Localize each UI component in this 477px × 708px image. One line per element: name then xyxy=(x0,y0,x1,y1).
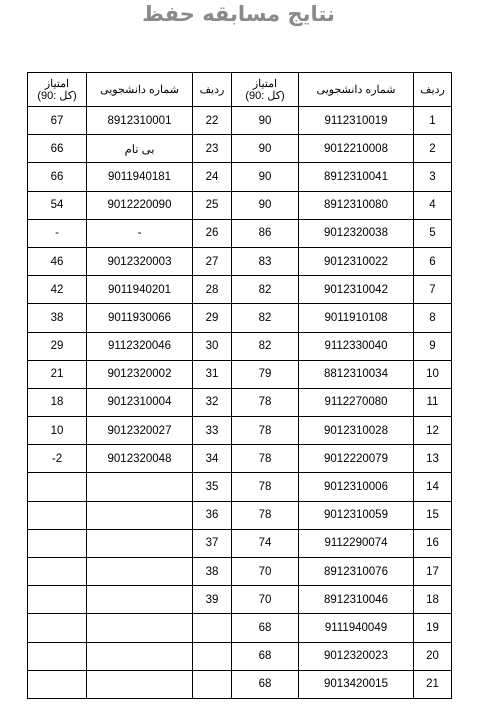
left-score-cell: 67 xyxy=(28,107,87,135)
right-row-number-cell: 11 xyxy=(414,388,452,416)
right-row-number-cell: 10 xyxy=(414,360,452,388)
left-score-cell: 21 xyxy=(28,360,87,388)
right-score-cell: 70 xyxy=(232,558,299,586)
right-student-id-cell: 9112330040 xyxy=(299,332,414,360)
page-title: نتایج مسابقه حفظ xyxy=(142,2,335,26)
left-row-number-cell: 30 xyxy=(193,332,232,360)
right-student-id-cell: 9012310059 xyxy=(299,501,414,529)
score-header-label: امتیاز xyxy=(44,77,70,90)
left-score-cell: 66 xyxy=(28,135,87,163)
right-score-cell: 82 xyxy=(232,332,299,360)
right-row-number-cell: 1 xyxy=(414,107,452,135)
left-row-number-cell xyxy=(193,670,232,698)
left-student-id-cell xyxy=(87,642,193,670)
right-score-cell: 70 xyxy=(232,586,299,614)
left-row-number-cell xyxy=(193,614,232,642)
table-row xyxy=(28,163,452,191)
left-row-number-cell: 32 xyxy=(193,388,232,416)
left-student-id-cell: 9012320003 xyxy=(87,247,193,275)
left-score-cell: 46 xyxy=(28,247,87,275)
right-row-number-cell: 4 xyxy=(414,191,452,219)
right-row-number-cell: 9 xyxy=(414,332,452,360)
right-row-number-cell: 15 xyxy=(414,501,452,529)
left-student-id-cell: 9112320046 xyxy=(87,332,193,360)
right-score-cell: 90 xyxy=(232,107,299,135)
right-row-number-cell: 12 xyxy=(414,417,452,445)
left-score-header xyxy=(28,73,87,107)
right-student-id-cell: 9012210008 xyxy=(299,135,414,163)
left-row-number-cell: 38 xyxy=(193,558,232,586)
table-row xyxy=(28,445,452,473)
score-header-label: امتیاز xyxy=(252,77,278,90)
right-student-id-cell: 9012220079 xyxy=(299,445,414,473)
right-student-id-cell: 9012310028 xyxy=(299,417,414,445)
left-score-cell xyxy=(28,586,87,614)
right-score-cell: 83 xyxy=(232,247,299,275)
right-row-number-cell: 7 xyxy=(414,276,452,304)
right-score-cell: 78 xyxy=(232,445,299,473)
table-row xyxy=(28,219,452,247)
left-score-cell xyxy=(28,501,87,529)
right-score-cell: 90 xyxy=(232,135,299,163)
right-score-cell: 82 xyxy=(232,276,299,304)
right-score-cell: 74 xyxy=(232,529,299,557)
right-student-id-cell: 8912310076 xyxy=(299,558,414,586)
left-student-id-cell: 9012220090 xyxy=(87,191,193,219)
left-student-id-cell xyxy=(87,529,193,557)
right-row-number-cell: 13 xyxy=(414,445,452,473)
left-row-number-cell: 23 xyxy=(193,135,232,163)
score-total-label: (کل :90) xyxy=(245,89,285,102)
table-row xyxy=(28,586,452,614)
left-row-number-cell: 28 xyxy=(193,276,232,304)
left-score-cell: 10 xyxy=(28,417,87,445)
right-student-id-cell: 9012310042 xyxy=(299,276,414,304)
right-row-number-cell: 17 xyxy=(414,558,452,586)
left-score-cell: 42 xyxy=(28,276,87,304)
right-score-cell: 86 xyxy=(232,219,299,247)
right-score-cell: 82 xyxy=(232,304,299,332)
table-row xyxy=(28,304,452,332)
table-row xyxy=(28,558,452,586)
right-row-number-cell: 21 xyxy=(414,670,452,698)
right-row-number-cell: 19 xyxy=(414,614,452,642)
left-score-cell: 66 xyxy=(28,163,87,191)
left-student-id-cell: 9012320048 xyxy=(87,445,193,473)
right-student-id-cell: 9112290074 xyxy=(299,529,414,557)
right-score-cell: 90 xyxy=(232,163,299,191)
left-score-cell xyxy=(28,670,87,698)
table-row xyxy=(28,642,452,670)
right-student-id-cell: 9012320023 xyxy=(299,642,414,670)
left-student-id-cell: 9012320027 xyxy=(87,417,193,445)
right-student-id-cell: 9112310019 xyxy=(299,107,414,135)
results-table xyxy=(27,72,452,699)
left-row-number-cell: 36 xyxy=(193,501,232,529)
left-student-id-header: شماره دانشجویی xyxy=(87,73,193,107)
left-row-number-cell: 33 xyxy=(193,417,232,445)
table-row xyxy=(28,191,452,219)
right-row-number-cell: 2 xyxy=(414,135,452,163)
left-score-cell: - xyxy=(28,219,87,247)
table-row xyxy=(28,276,452,304)
score-total-label: (کل :90) xyxy=(37,89,77,102)
right-score-cell: 78 xyxy=(232,388,299,416)
right-row-number-cell: 3 xyxy=(414,163,452,191)
left-row-number-cell: 27 xyxy=(193,247,232,275)
left-student-id-cell: 9011930066 xyxy=(87,304,193,332)
left-student-id-cell: 9012310004 xyxy=(87,388,193,416)
right-student-id-cell: 9012310022 xyxy=(299,247,414,275)
table-row xyxy=(28,332,452,360)
right-row-number-cell: 20 xyxy=(414,642,452,670)
right-student-id-cell: 8812310034 xyxy=(299,360,414,388)
left-score-cell xyxy=(28,558,87,586)
right-student-id-cell: 9011910108 xyxy=(299,304,414,332)
left-student-id-cell: 9011940181 xyxy=(87,163,193,191)
left-student-id-cell: بی نام xyxy=(87,135,193,163)
right-student-id-cell: 8912310080 xyxy=(299,191,414,219)
left-student-id-cell xyxy=(87,586,193,614)
right-score-cell: 68 xyxy=(232,670,299,698)
left-score-cell: 38 xyxy=(28,304,87,332)
table-row xyxy=(28,247,452,275)
left-student-id-cell xyxy=(87,614,193,642)
header-row xyxy=(28,73,452,107)
right-score-cell: 78 xyxy=(232,473,299,501)
left-row-number-cell: 37 xyxy=(193,529,232,557)
right-row-number-cell: 6 xyxy=(414,247,452,275)
right-row-header: ردیف xyxy=(414,73,452,107)
left-row-number-cell: 35 xyxy=(193,473,232,501)
left-student-id-cell: - xyxy=(87,219,193,247)
right-student-id-cell: 8912310041 xyxy=(299,163,414,191)
right-student-id-header: شماره دانشجویی xyxy=(299,73,414,107)
right-score-header xyxy=(232,73,299,107)
right-row-number-cell: 5 xyxy=(414,219,452,247)
table-row xyxy=(28,417,452,445)
left-student-id-cell: 8912310001 xyxy=(87,107,193,135)
right-score-cell: 78 xyxy=(232,501,299,529)
right-student-id-cell: 9111940049 xyxy=(299,614,414,642)
left-row-number-cell xyxy=(193,642,232,670)
left-row-number-cell: 34 xyxy=(193,445,232,473)
right-student-id-cell: 8912310046 xyxy=(299,586,414,614)
table-row xyxy=(28,529,452,557)
left-row-number-cell: 25 xyxy=(193,191,232,219)
left-score-cell xyxy=(28,529,87,557)
table-row xyxy=(28,135,452,163)
left-row-header: ردیف xyxy=(193,73,232,107)
right-score-cell: 79 xyxy=(232,360,299,388)
left-student-id-cell: 9011940201 xyxy=(87,276,193,304)
right-score-cell: 90 xyxy=(232,191,299,219)
right-student-id-cell: 9112270080 xyxy=(299,388,414,416)
left-score-cell xyxy=(28,642,87,670)
left-score-cell: 29 xyxy=(28,332,87,360)
left-score-cell: 54 xyxy=(28,191,87,219)
table-row xyxy=(28,473,452,501)
left-score-cell: -2 xyxy=(28,445,87,473)
left-row-number-cell: 31 xyxy=(193,360,232,388)
left-student-id-cell xyxy=(87,473,193,501)
results-table-header xyxy=(28,73,452,107)
right-row-number-cell: 8 xyxy=(414,304,452,332)
left-row-number-cell: 24 xyxy=(193,163,232,191)
left-student-id-cell xyxy=(87,501,193,529)
table-row xyxy=(28,388,452,416)
table-row xyxy=(28,107,452,135)
left-student-id-cell: 9012320002 xyxy=(87,360,193,388)
left-score-cell xyxy=(28,614,87,642)
left-row-number-cell: 26 xyxy=(193,219,232,247)
right-score-cell: 68 xyxy=(232,642,299,670)
table-row xyxy=(28,501,452,529)
right-student-id-cell: 9012320038 xyxy=(299,219,414,247)
right-student-id-cell: 9012310006 xyxy=(299,473,414,501)
right-score-cell: 78 xyxy=(232,417,299,445)
left-score-cell: 18 xyxy=(28,388,87,416)
left-student-id-cell xyxy=(87,670,193,698)
table-row xyxy=(28,614,452,642)
right-score-cell: 68 xyxy=(232,614,299,642)
results-table-body xyxy=(28,107,452,699)
table-row xyxy=(28,670,452,698)
left-student-id-cell xyxy=(87,558,193,586)
left-row-number-cell: 22 xyxy=(193,107,232,135)
right-row-number-cell: 18 xyxy=(414,586,452,614)
left-row-number-cell: 29 xyxy=(193,304,232,332)
table-row xyxy=(28,360,452,388)
left-score-cell xyxy=(28,473,87,501)
right-row-number-cell: 16 xyxy=(414,529,452,557)
right-student-id-cell: 9013420015 xyxy=(299,670,414,698)
left-row-number-cell: 39 xyxy=(193,586,232,614)
right-row-number-cell: 14 xyxy=(414,473,452,501)
